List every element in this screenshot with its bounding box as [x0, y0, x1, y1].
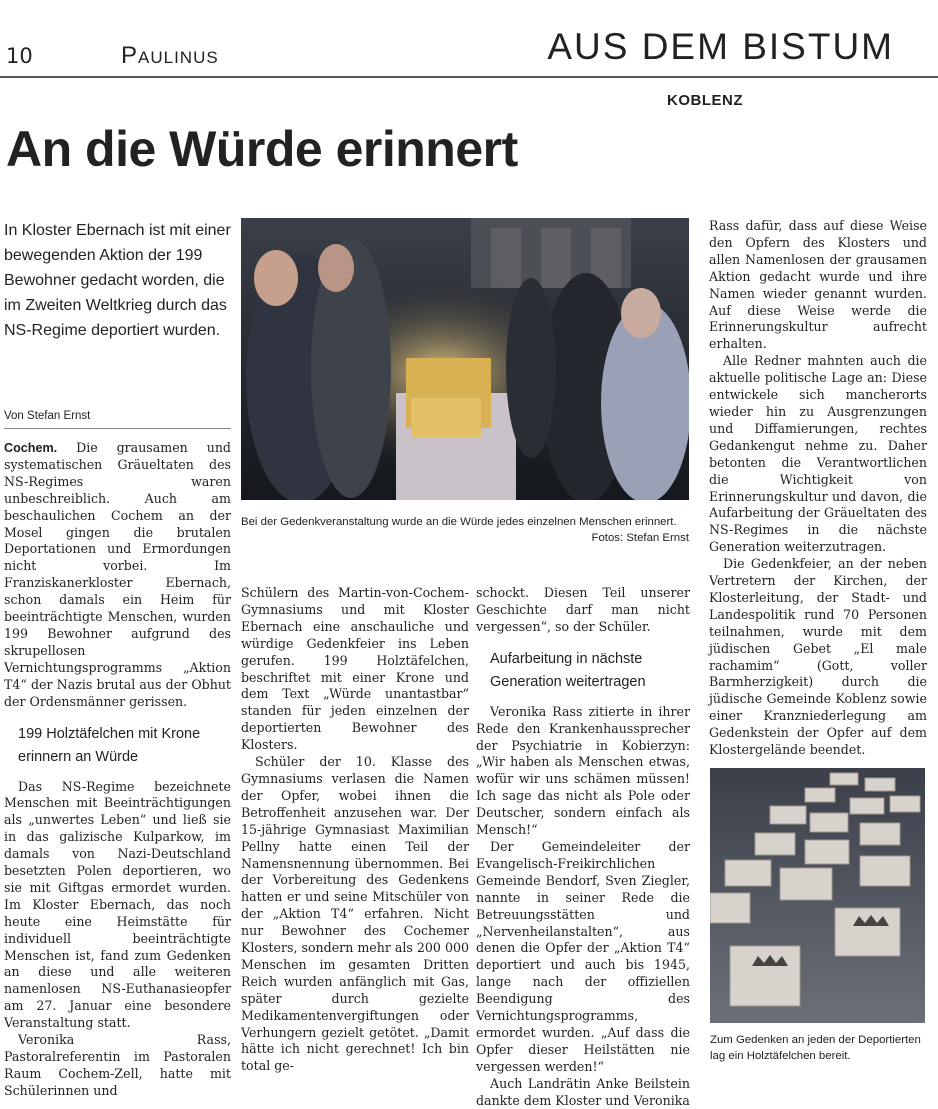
photo-caption: Zum Gedenken an jeden der Deportierten lag ein Holztäfelchen bereit. [710, 1034, 921, 1062]
publication-name: Paulinus [121, 42, 219, 69]
tablets-photo-image [710, 768, 925, 1023]
event-photo-image [241, 218, 689, 500]
paragraph: Veronika Rass zitierte in ihrer Rede den Krankenhaussprecher der Psychiatrie in Kobierzyn: „Wir haben als Menschen etwas, wofür wir uns schämen müssen! Ich sage das nicht als Pole oder Deutscher, sondern einfach als Mensch!“ [476, 703, 690, 838]
dateline: Cochem. [4, 441, 58, 455]
paragraph: schockt. Diesen Teil unserer Geschichte darf man nicht vergessen“, so der Schüler. [476, 585, 690, 634]
subheading: 199 Holztäfelchen mit Krone erinnern an Würde [18, 725, 201, 765]
paragraph: Veronika Rass, Pastoralreferentin im Pastoralen Raum Cochem-Zell, hatte mit Schülerinnen und [4, 1032, 231, 1098]
paragraph: Auch Landrätin Anke Beilstein dankte dem Kloster und Veronika [476, 1075, 690, 1108]
paragraph: Die Gedenkfeier, an der neben Vertretern der Kirchen, der Klosterleitung, der Stadt- und Landespolitik rund 70 Personen teilnahmen, wurde mit dem jüdischen Gebet „El male rachamim“ (Gott, voller Barmherzigkeit) durch die jüdische Gemeinde Koblenz sowie einer Kranzniederlegung am Gedenkstein der Opfer auf dem Klostergelände beendet. [709, 556, 927, 758]
photo-caption-text: Bei der Gedenkveranstaltung wurde an die Würde jedes einzelnen Menschen erinnert. [241, 516, 677, 528]
headline: An die Würde erinnert [6, 121, 518, 177]
paragraph: Rass dafür, dass auf diese Weise den Opfern des Klosters und allen Namenlosen der grausamen Aktion gedacht wurde und ihre Namen wieder genannt wurden. Auf diese Weise werde die Erinnerungskultur aufrecht erhalten. [709, 218, 927, 352]
page-number: 10 [6, 44, 33, 68]
author-byline: Von Stefan Ernst [4, 410, 91, 422]
article-column-4 [709, 218, 927, 759]
paragraph: Alle Redner mahnten auch die aktuelle politische Lage an: Diese entwickele sich mancherorts wieder hin zu Ausgrenzungen und Diffamierungen, rechtes Gedankengut nehme zu. Daher betonten die Verantwortlichen die Wichtigkeit von Erinnerungskultur und davon, die Aufarbeitung der Gräueltaten des NS-Regimes in die nächste Generation weiterzutragen. [709, 353, 927, 555]
paragraph: Schülern des Martin-von-Cochem-Gymnasiums und mit Kloster Ebernach eine anschauliche und würdige Gedenkfeier ins Leben gerufen. 199 Holztäfelchen, beschriftet mit einer Krone und dem Text „Würde unantastbar“ standen für jeden einzelnen der deportierten Bewohner des Klosters. [241, 585, 469, 753]
article-column-2 [241, 585, 469, 1075]
photo-caption [241, 514, 689, 546]
byline-rule [4, 428, 231, 429]
region-label: KOBLENZ [667, 92, 743, 109]
paragraph: Schüler der 10. Klasse des Gymnasiums verlasen die Namen der Opfer, wobei ihnen die Betroffenheit anzusehen war. Der 15-jährige Gymnasiast Maximilian Pellny hatte einen Teil der Namensnennung übernommen. Bei der Vorbereitung des Gedenkens hatten er und seine Mitschüler von der „Aktion T4“ erfahren. Nicht nur Bewohner des Cochemer Klosters, sondern mehr als 200 000 Menschen im gesamten Dritten Reich wurden anfänglich mit Gas, später durch gezielte Medikamentenvergiftungen oder Verhungern gezielt getötet. „Damit hätte ich nicht gerechnet! Ich bin total ge- [241, 754, 469, 1074]
lead-paragraph: In Kloster Ebernach ist mit einer bewegenden Aktion der 199 Bewohner gedacht worden, die im Zweiten Weltkrieg durch das NS-Regime deportiert wurden. [4, 222, 231, 339]
photo-credit: Fotos: Stefan Ernst [591, 532, 689, 544]
paragraph: Das NS-Regime bezeichnete Menschen mit Beeinträchtigungen als „unwertes Leben“ und ließ sie in das galizische Kulparkow, im damals von Nazi-Deutschland besetzten Polen deportieren, wo sie mit Giftgas ermordet wurden. Im Kloster Ebernach, das noch heute eine Heimstätte für individuell beeinträchtigte Menschen ist, fand zum Gedenken an diese und alle weiteren namenlosen NS-Euthanasieopfer am 27. Januar eine besondere Veranstaltung statt. [4, 778, 231, 1031]
article-column-1 [4, 440, 231, 1100]
paragraph: Der Gemeindeleiter der Evangelisch-Freikirchlichen Gemeinde Bendorf, Sven Ziegler, nannte in seiner Rede die Betreuungsstätten und „Nervenheilanstalten“, aus denen die Opfer der „Aktion T4“ deportiert und auch bis 1945, lange nach der offiziellen Beendigung des Vernichtungsprogramms, ermordet wurden. „Auf dass die Opfer dieser Heilstätten nie vergessen werden!“ [476, 838, 690, 1074]
header-rule [0, 76, 938, 78]
subheading: Aufarbeitung in nächste Generation weitertragen [490, 650, 646, 690]
article-column-3 [476, 585, 690, 1109]
tablets-photo [710, 768, 925, 1023]
paragraph [4, 440, 231, 711]
event-photo [241, 218, 689, 500]
paragraph-text: Die grausamen und systematischen Gräueltaten des NS-Regimes waren unbeschreiblich. Auch am beschaulichen Cochem an der Mosel gingen die brutalen Deportationen und Ermordungen nicht vorbei. Im Franziskanerkloster Ebernach, schon damals ein Heim für beeinträchtigte Menschen, wurden 199 Bewohner aufgrund des skrupellosen Vernichtungsprogramms „Aktion T4“ der Nazis brutal aus der Obhut der Ordensmänner gerissen. [4, 440, 231, 709]
section-title: AUS DEM BISTUM [547, 26, 894, 67]
